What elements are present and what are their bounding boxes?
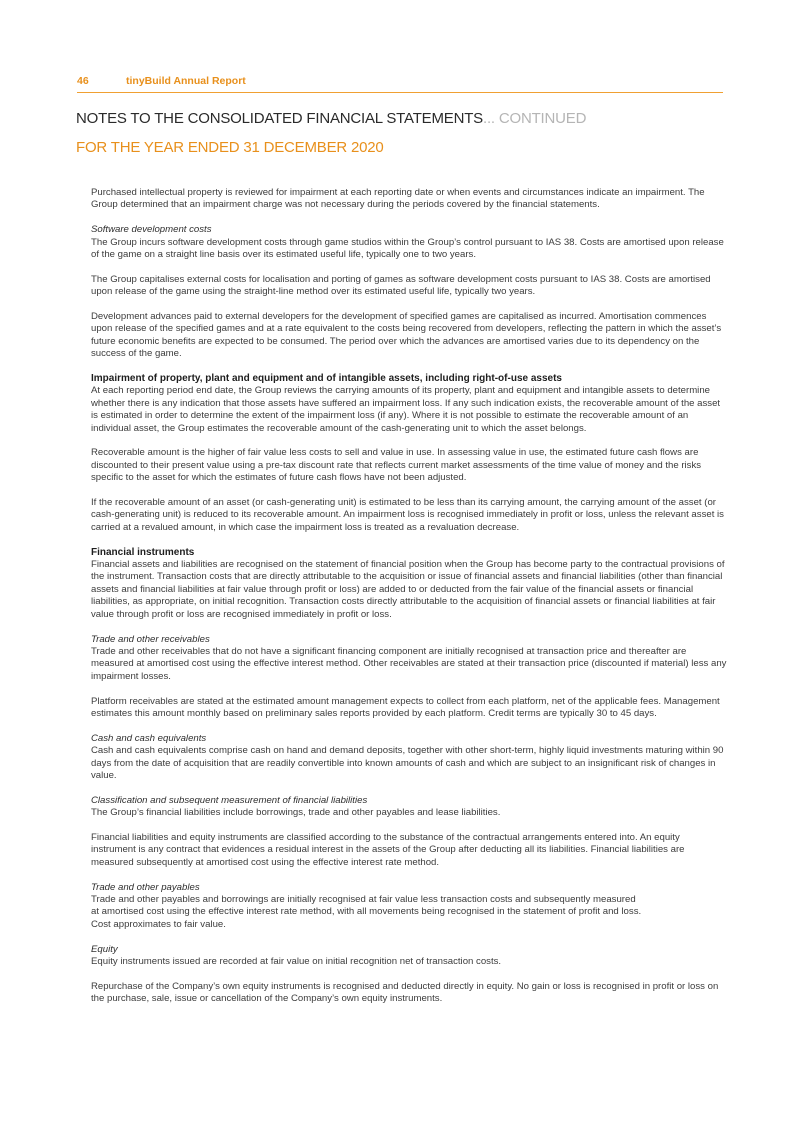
cash-heading: Cash and cash equivalents bbox=[91, 732, 207, 744]
header-divider bbox=[77, 92, 723, 93]
receivables-paragraph-1: Trade and other receivables that do not have a significant financing component are initially recognised at transaction price and thereafter are measured at amortised cost using the effective interest method. Other receivables are stated at their transaction price (discounted if material) less any impairment losses. bbox=[91, 645, 727, 682]
software-costs-heading: Software development costs bbox=[91, 224, 212, 236]
continued-label: ... CONTINUED bbox=[482, 110, 587, 127]
payables-line-1: Trade and other payables and borrowings are initially recognised at fair value less transaction costs and subsequently measured bbox=[91, 893, 636, 905]
classification-paragraph-1: The Group’s financial liabilities include borrowings, trade and other payables and lease liabilities. bbox=[91, 807, 501, 819]
receivables-paragraph-2: Platform receivables are stated at the estimated amount management expects to collect from each platform, net of the applicable fees. Management estimates this amount monthly based on preliminary sales reports provided by each platform. Credit terms are typically 30 to 45 days. bbox=[91, 695, 720, 719]
impairment-paragraph-1: At each reporting period end date, the Group reviews the carrying amounts of its property, plant and equipment and intangible assets to determine whether there is any indication that those assets have suffered an impairment loss. If any such indication exists, the recoverable amount of the asset is estimated in order to determine the extent of the impairment loss (if any). Where it is not possible to estimate the recoverable amount of an individual asset, the Group estimates the recoverable amount of the cash-generating unit to which the asset belongs. bbox=[91, 385, 721, 434]
report-title: tinyBuild Annual Report bbox=[126, 75, 246, 87]
financial-instruments-heading: Financial instruments bbox=[91, 546, 195, 558]
impairment-paragraph-3: If the recoverable amount of an asset (or cash-generating unit) is estimated to be less than its carrying amount, the carrying amount of the asset (or cash-generating unit) is reduced to its recoverable amount. An impairment loss is recognised immediately in profit or loss, unless the relevant asset is carried at a revalued amount, in which case the impairment loss is treated as a revaluation decrease. bbox=[91, 497, 724, 533]
impairment-heading: Impairment of property, plant and equipment and of intangible assets, including right-of-use assets bbox=[91, 373, 562, 385]
classification-paragraph-2: Financial liabilities and equity instruments are classified according to the substance of the contractual arrangements entered into. An equity instrument is any contract that evidences a residual interest in the assets of the Group after deducting all its liabilities. Financial liabilities are measured subsequently at amortised cost using the effective interest rate method. bbox=[91, 831, 685, 868]
equity-paragraph-1: Equity instruments issued are recorded at fair value on initial recognition net of transaction costs. bbox=[91, 955, 502, 967]
impairment-paragraph-2: Recoverable amount is the higher of fair value less costs to sell and value in use. In assessing value in use, the estimated future cash flows are discounted to their present value using a pre-tax discount rate that reflects current market assessments of the time value of money and the risks specific to the asset for which the estimates of future cash flows have not been adjusted. bbox=[91, 447, 702, 484]
page-title-text: NOTES TO THE CONSOLIDATED FINANCIAL STATEMENTS bbox=[76, 110, 483, 127]
receivables-heading: Trade and other receivables bbox=[91, 633, 210, 645]
classification-heading: Classification and subsequent measurement of financial liabilities bbox=[91, 794, 368, 806]
page-subtitle: FOR THE YEAR ENDED 31 DECEMBER 2020 bbox=[76, 139, 384, 156]
payables-heading: Trade and other payables bbox=[91, 881, 200, 893]
equity-paragraph-2: Repurchase of the Company’s own equity instruments is recognised and deducted directly in equity. No gain or loss is recognised in profit or loss on the purchase, sale, issue or cancellation of the Company’s own equity instruments. bbox=[91, 980, 719, 1005]
notes-body bbox=[91, 187, 727, 1006]
software-costs-paragraph-2: The Group capitalises external costs for localisation and porting of games as software development costs pursuant to IAS 38. Costs are amortised upon release of the game using the straight-line method over its estimated useful life, typically two years. bbox=[91, 273, 711, 298]
software-costs-paragraph-1: The Group incurs software development costs through game studios within the Group’s control pursuant to IAS 38. Costs are amortised upon release of the game on a straight line basis over its estimated useful life, typically one to two years. bbox=[91, 236, 724, 261]
financial-instruments-paragraph: Financial assets and liabilities are recognised on the statement of financial position when the Group has become party to the contractual provisions of the instrument. Transaction costs that are directly attributable to the acquisition or issue of financial assets and financial liabilities (other than financial assets and financial liabilities at fair value through profit or loss) are added to or deducted from the fair value of the financial assets or financial liabilities, as appropriate, on initial recognition. Transaction costs directly attributable to the acquisition of financial assets or financial liabilities at fair value through profit or loss are recognised immediately in profit or loss. bbox=[91, 559, 725, 620]
payables-line-3: Cost approximates to fair value. bbox=[91, 918, 226, 930]
page-header bbox=[77, 75, 723, 93]
ip-impairment-paragraph: Purchased intellectual property is reviewed for impairment at each reporting date or when events and circumstances indicate an impairment. The Group determined that an impairment charge was not necessary during the periods covered by the financial statements. bbox=[91, 187, 705, 211]
payables-line-2: at amortised cost using the effective interest rate method, with all movements being recognised in the statement of profit and loss. bbox=[91, 906, 642, 918]
equity-heading: Equity bbox=[91, 943, 118, 955]
page-number: 46 bbox=[77, 75, 89, 87]
software-costs-paragraph-3: Development advances paid to external developers for the development of specified games are capitalised as incurred. Amortisation commences upon release of the specified games and at a rate equivalent to the costs being recovered from developers, reflecting the pattern in which the asset’s future economic benefits are expected to be consumed. The period over which the advances are amortised varies due to its dependency on the success of the game. bbox=[91, 311, 722, 360]
page-title bbox=[76, 110, 586, 127]
cash-paragraph: Cash and cash equivalents comprise cash on hand and demand deposits, together with other short-term, highly liquid investments maturing within 90 days from the date of acquisition that are readily convertible into known amounts of cash and which are subject to an insignificant risk of changes in value. bbox=[91, 745, 724, 781]
